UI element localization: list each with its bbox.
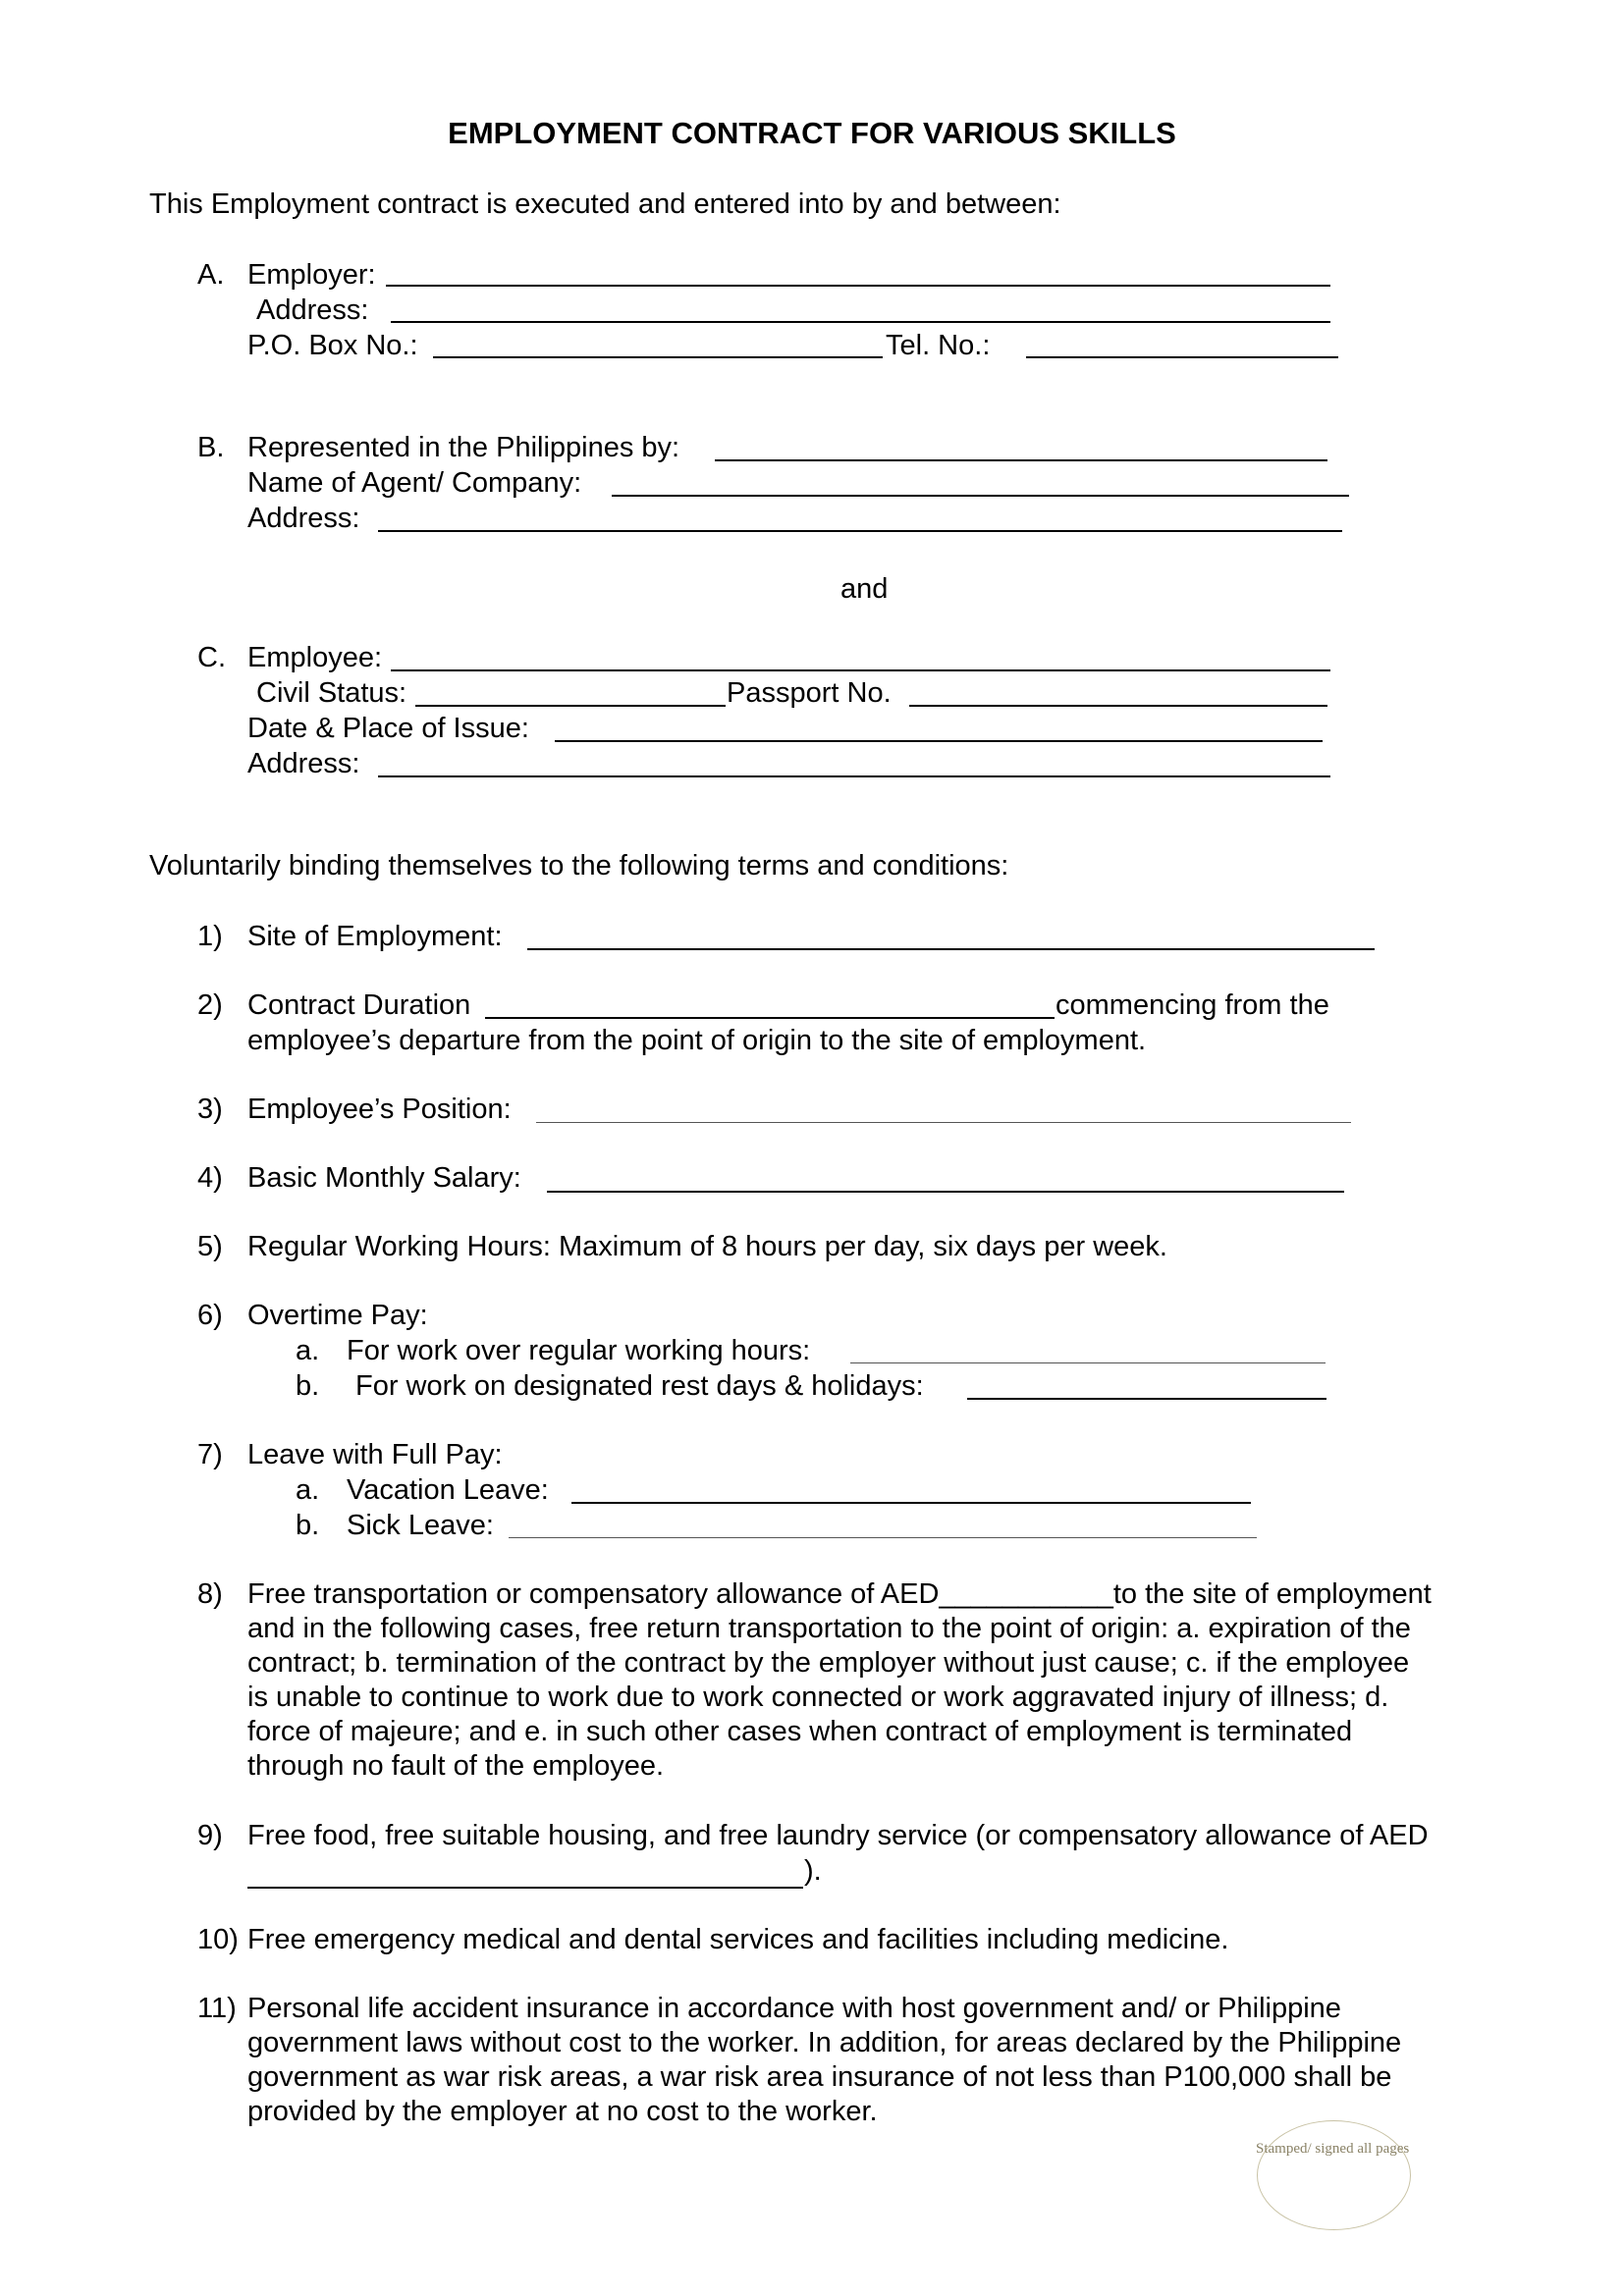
food-housing-line-1: Free food, free suitable housing, and free laundry service (or compensatory allowance of AED — [247, 1820, 1429, 1851]
salary-field[interactable] — [547, 1191, 1344, 1193]
pobox-field[interactable] — [433, 356, 883, 358]
issue-label: Date & Place of Issue: — [247, 713, 529, 744]
civil-status-field[interactable] — [415, 705, 726, 707]
site-label: Site of Employment: — [247, 921, 503, 952]
medical-text: Free emergency medical and dental services and facilities including medicine. — [247, 1924, 1229, 1955]
employer-address-field[interactable] — [391, 321, 1330, 323]
vacation-leave-field[interactable] — [571, 1502, 1251, 1504]
and-text: and — [840, 573, 889, 605]
employee-address-label: Address: — [247, 748, 360, 779]
term-4-number: 4) — [197, 1162, 223, 1194]
stamp-circle — [1257, 2120, 1411, 2230]
duration-line-2: employee’s departure from the point of origin to the site of employment. — [247, 1025, 1147, 1056]
term-3-number: 3) — [197, 1094, 223, 1125]
transport-line-1: Free transportation or compensatory allowance of AED___________to the site of employment — [247, 1578, 1432, 1610]
tel-label: Tel. No.: — [886, 330, 991, 361]
pobox-label: P.O. Box No.: — [247, 330, 418, 361]
tel-field[interactable] — [1026, 356, 1338, 358]
overtime-label: Overtime Pay: — [247, 1300, 428, 1331]
overtime-holiday-field[interactable] — [967, 1398, 1326, 1400]
term-2-number: 2) — [197, 989, 223, 1021]
agent-address-field[interactable] — [378, 530, 1342, 532]
duration-label: Contract Duration — [247, 989, 471, 1021]
leave-a-marker: a. — [296, 1474, 320, 1506]
civil-status-label: Civil Status: — [256, 677, 407, 709]
overtime-holiday-label: For work on designated rest days & holidays: — [355, 1370, 924, 1402]
insurance-line-4: provided by the employer at no cost to the worker. — [247, 2096, 878, 2127]
term-9-number: 9) — [197, 1820, 223, 1851]
term-1-number: 1) — [197, 921, 223, 952]
term-10-number: 10) — [197, 1924, 239, 1955]
agent-field[interactable] — [612, 495, 1349, 497]
position-field[interactable] — [536, 1122, 1351, 1123]
food-close-text: ). — [804, 1855, 822, 1887]
sick-leave-field[interactable] — [509, 1537, 1257, 1538]
vacation-leave-label: Vacation Leave: — [347, 1474, 549, 1506]
leave-b-marker: b. — [296, 1510, 320, 1541]
food-allowance-field[interactable] — [247, 1887, 803, 1889]
agent-label: Name of Agent/ Company: — [247, 467, 582, 499]
overtime-b-marker: b. — [296, 1370, 320, 1402]
passport-label: Passport No. — [727, 677, 892, 709]
transport-line-3: contract; b. termination of the contract by the employer without just cause; c. if the employee — [247, 1647, 1410, 1679]
intro-text: This Employment contract is executed and entered into by and between: — [149, 188, 1061, 220]
agent-address-label: Address: — [247, 503, 360, 534]
employee-field[interactable] — [391, 669, 1330, 671]
party-a-marker: A. — [197, 259, 225, 291]
overtime-regular-field[interactable] — [850, 1362, 1326, 1363]
term-8-number: 8) — [197, 1578, 223, 1610]
employee-address-field[interactable] — [378, 775, 1330, 777]
working-hours-text: Regular Working Hours: Maximum of 8 hours per day, six days per week. — [247, 1231, 1167, 1262]
binding-text: Voluntarily binding themselves to the following terms and conditions: — [149, 850, 1009, 881]
sick-leave-label: Sick Leave: — [347, 1510, 494, 1541]
document-title: EMPLOYMENT CONTRACT FOR VARIOUS SKILLS — [448, 116, 1176, 150]
employer-label: Employer: — [247, 259, 376, 291]
passport-field[interactable] — [909, 705, 1327, 707]
employer-field[interactable] — [386, 285, 1330, 287]
overtime-a-marker: a. — [296, 1335, 320, 1366]
term-5-number: 5) — [197, 1231, 223, 1262]
insurance-line-2: government laws without cost to the worker. In addition, for areas declared by the Philippine — [247, 2027, 1402, 2058]
overtime-regular-label: For work over regular working hours: — [347, 1335, 811, 1366]
transport-line-4: is unable to continue to work due to work connected or work aggravated injury of illness; d. — [247, 1682, 1389, 1713]
term-6-number: 6) — [197, 1300, 223, 1331]
stamp-note: Stamped/ signed all pages — [1256, 2141, 1410, 2157]
term-7-number: 7) — [197, 1439, 223, 1470]
issue-field[interactable] — [555, 740, 1323, 742]
salary-label: Basic Monthly Salary: — [247, 1162, 521, 1194]
site-field[interactable] — [527, 948, 1375, 950]
transport-line-5: force of majeure; and e. in such other cases when contract of employment is terminated — [247, 1716, 1353, 1747]
party-b-marker: B. — [197, 432, 225, 463]
employer-address-label: Address: — [256, 294, 369, 326]
transport-line-6: through no fault of the employee. — [247, 1750, 665, 1782]
employee-label: Employee: — [247, 642, 383, 673]
insurance-line-1: Personal life accident insurance in accordance with host government and/ or Philippine — [247, 1993, 1341, 2024]
party-c-marker: C. — [197, 642, 226, 673]
represented-field[interactable] — [715, 459, 1327, 461]
term-11-number: 11) — [197, 1993, 237, 2024]
duration-field[interactable] — [485, 1017, 1055, 1019]
position-label: Employee’s Position: — [247, 1094, 512, 1125]
duration-after-text: commencing from the — [1056, 989, 1329, 1021]
leave-label: Leave with Full Pay: — [247, 1439, 503, 1470]
insurance-line-3: government as war risk areas, a war risk area insurance of not less than P100,000 shall be — [247, 2061, 1392, 2093]
represented-label: Represented in the Philippines by: — [247, 432, 680, 463]
transport-line-2: and in the following cases, free return transportation to the point of origin: a. expiration of the — [247, 1613, 1411, 1644]
